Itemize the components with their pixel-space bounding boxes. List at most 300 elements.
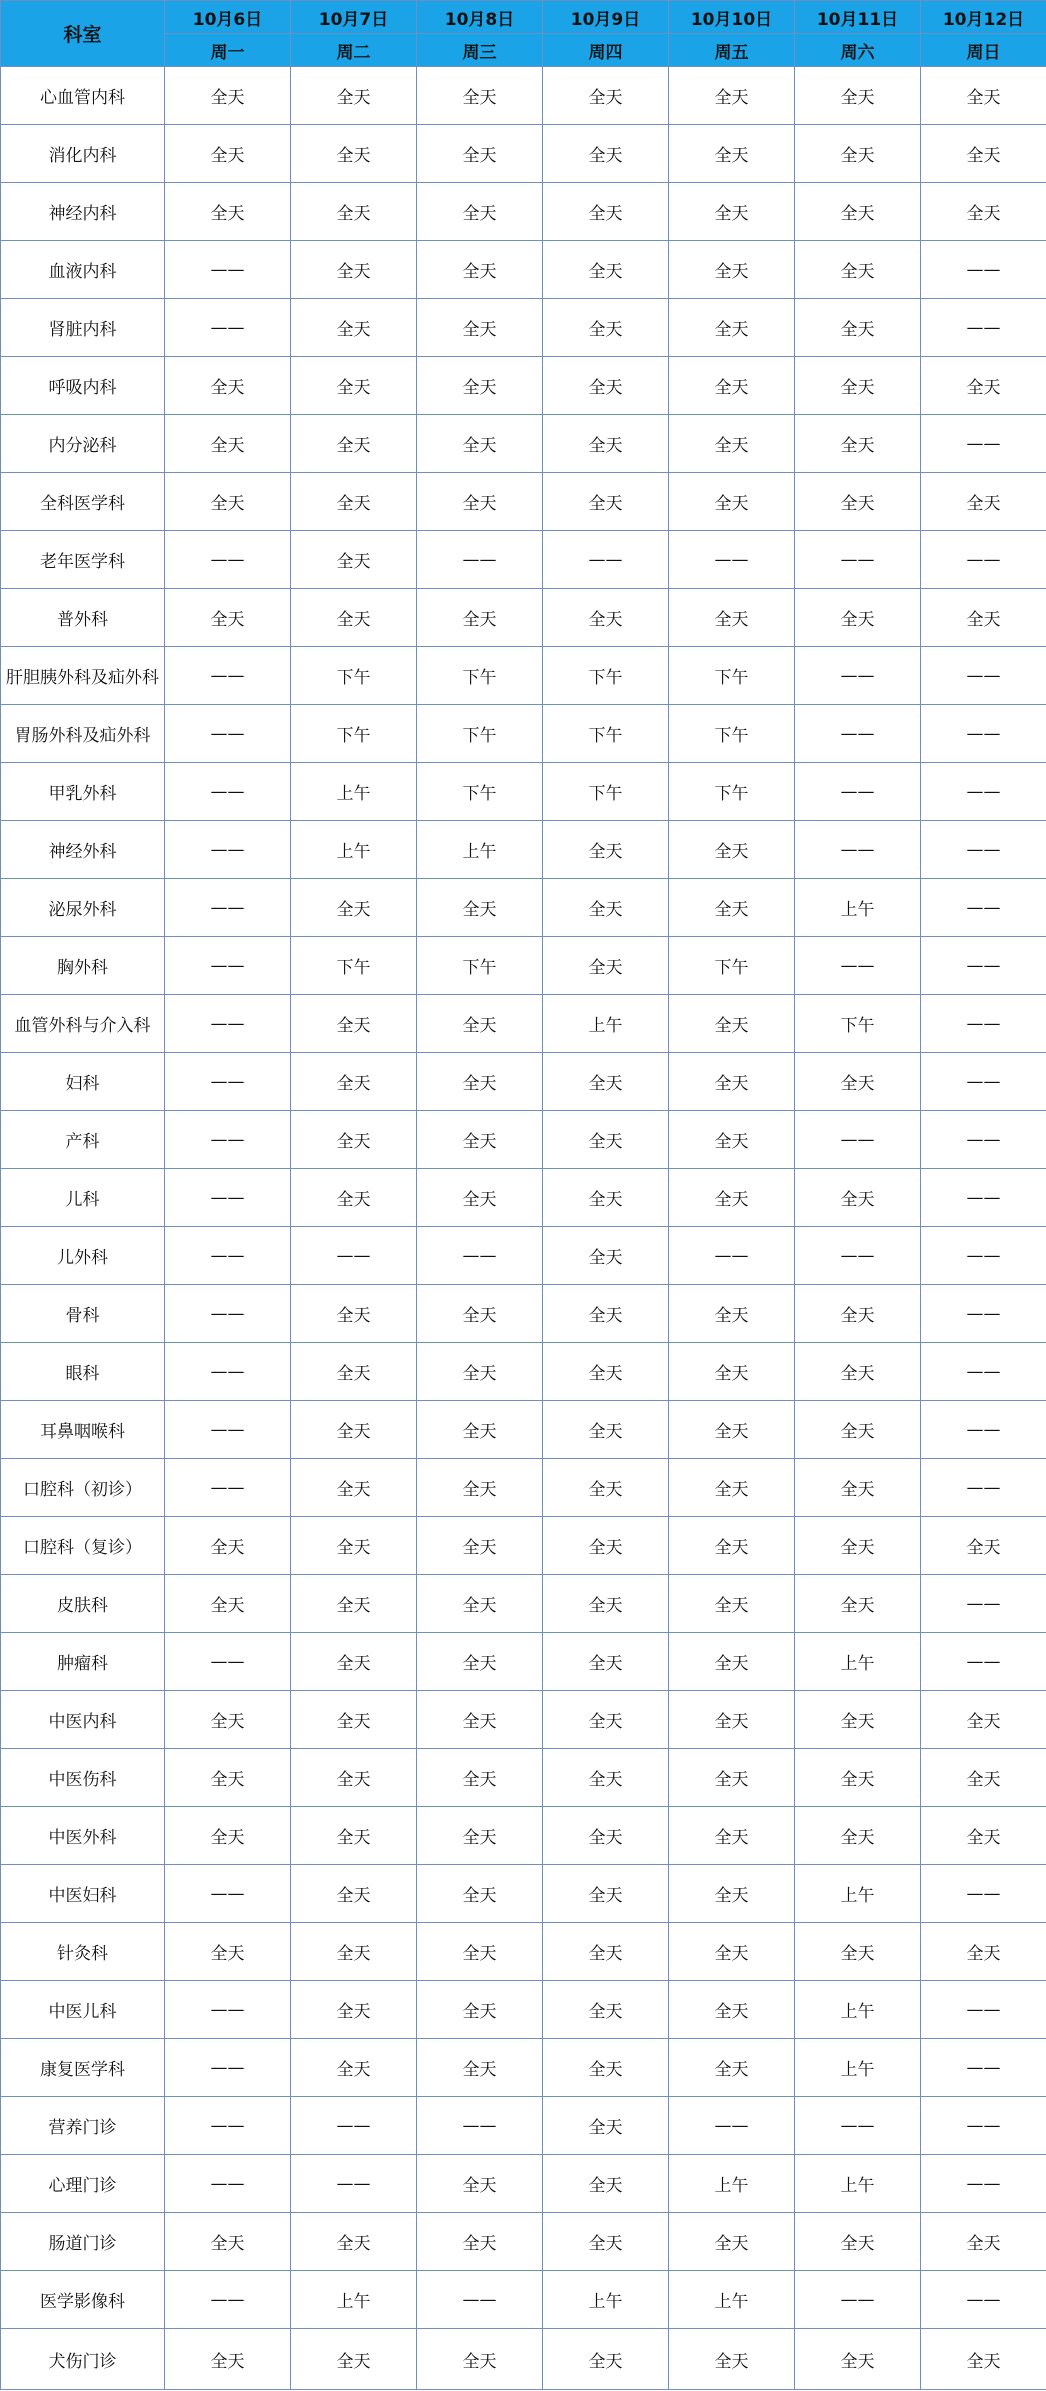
schedule-cell: 上午 (417, 821, 543, 879)
schedule-cell: —— (165, 1285, 291, 1343)
schedule-cell: 全天 (921, 1517, 1046, 1575)
schedule-cell: 全天 (543, 937, 669, 995)
schedule-cell: —— (795, 2097, 921, 2155)
table-row (1, 67, 1046, 125)
schedule-cell: 上午 (291, 2271, 417, 2329)
schedule-cell: 全天 (291, 1633, 417, 1691)
schedule-cell: 全天 (669, 1923, 795, 1981)
table-row (1, 1459, 1046, 1517)
table-row (1, 1575, 1046, 1633)
schedule-cell: 全天 (795, 67, 921, 125)
schedule-cell: —— (921, 995, 1046, 1053)
dept-name-cell: 心理门诊 (1, 2155, 165, 2213)
schedule-cell: —— (291, 2097, 417, 2155)
schedule-cell: 全天 (417, 125, 543, 183)
schedule-cell: 全天 (543, 2097, 669, 2155)
dept-name-cell: 中医儿科 (1, 1981, 165, 2039)
table-row (1, 1981, 1046, 2039)
weekday-header: 周五 (669, 34, 795, 67)
schedule-cell: 全天 (543, 1691, 669, 1749)
schedule-cell: —— (795, 763, 921, 821)
schedule-cell: —— (795, 531, 921, 589)
table-row (1, 415, 1046, 473)
schedule-cell: 全天 (165, 2213, 291, 2271)
dept-name-cell: 中医妇科 (1, 1865, 165, 1923)
dept-name-cell: 内分泌科 (1, 415, 165, 473)
schedule-cell: —— (795, 1227, 921, 1285)
dept-name-cell: 肠道门诊 (1, 2213, 165, 2271)
schedule-cell: 全天 (795, 1923, 921, 1981)
schedule-cell: 全天 (543, 879, 669, 937)
schedule-cell: 全天 (795, 1285, 921, 1343)
dept-name-cell: 胃肠外科及疝外科 (1, 705, 165, 763)
schedule-cell: —— (795, 821, 921, 879)
schedule-cell: 全天 (417, 1111, 543, 1169)
schedule-cell: 全天 (669, 299, 795, 357)
schedule-cell: 全天 (921, 2213, 1046, 2271)
schedule-cell: 全天 (543, 473, 669, 531)
schedule-cell: 全天 (795, 1807, 921, 1865)
table-row (1, 879, 1046, 937)
schedule-cell: 全天 (795, 2329, 921, 2390)
schedule-cell: 全天 (669, 2329, 795, 2390)
schedule-cell: —— (165, 995, 291, 1053)
table-row (1, 1111, 1046, 1169)
dept-name-cell: 中医内科 (1, 1691, 165, 1749)
schedule-cell: 全天 (165, 473, 291, 531)
dept-name-cell: 针灸科 (1, 1923, 165, 1981)
schedule-cell: —— (921, 2097, 1046, 2155)
schedule-cell: 上午 (795, 2155, 921, 2213)
schedule-cell: 全天 (543, 357, 669, 415)
schedule-cell: 全天 (669, 1633, 795, 1691)
schedule-cell: 全天 (669, 183, 795, 241)
schedule-cell: 下午 (669, 705, 795, 763)
schedule-cell: 全天 (921, 1807, 1046, 1865)
table-row (1, 1865, 1046, 1923)
schedule-cell: 下午 (543, 705, 669, 763)
schedule-cell: 全天 (291, 1575, 417, 1633)
schedule-cell: 全天 (795, 125, 921, 183)
dept-name-cell: 泌尿外科 (1, 879, 165, 937)
schedule-cell: —— (165, 2155, 291, 2213)
schedule-cell: 全天 (669, 1285, 795, 1343)
date-header: 10月9日 (543, 1, 669, 34)
table-row (1, 531, 1046, 589)
schedule-cell: —— (921, 879, 1046, 937)
schedule-cell: 全天 (417, 1865, 543, 1923)
schedule-cell: 全天 (669, 1401, 795, 1459)
schedule-cell: 全天 (795, 415, 921, 473)
schedule-cell: 全天 (417, 1691, 543, 1749)
dept-name-cell: 眼科 (1, 1343, 165, 1401)
schedule-cell: 全天 (795, 241, 921, 299)
table-row (1, 1401, 1046, 1459)
table-row (1, 1923, 1046, 1981)
schedule-cell: 全天 (291, 1169, 417, 1227)
schedule-cell: 全天 (795, 183, 921, 241)
schedule-cell: 全天 (543, 1169, 669, 1227)
schedule-cell: —— (165, 1343, 291, 1401)
schedule-cell: —— (921, 1169, 1046, 1227)
schedule-cell: —— (921, 705, 1046, 763)
schedule-cell: —— (669, 531, 795, 589)
schedule-cell: 全天 (417, 1575, 543, 1633)
table-row (1, 1169, 1046, 1227)
table-row (1, 241, 1046, 299)
dept-name-cell: 全科医学科 (1, 473, 165, 531)
schedule-cell: 全天 (291, 1343, 417, 1401)
schedule-cell: —— (165, 879, 291, 937)
dept-name-cell: 犬伤门诊 (1, 2329, 165, 2390)
schedule-cell: —— (921, 1285, 1046, 1343)
schedule-cell: —— (165, 763, 291, 821)
schedule-cell: —— (921, 1227, 1046, 1285)
schedule-cell: 全天 (921, 125, 1046, 183)
dept-name-cell: 儿外科 (1, 1227, 165, 1285)
schedule-cell: 全天 (669, 1053, 795, 1111)
schedule-cell: 全天 (165, 67, 291, 125)
table-row (1, 1053, 1046, 1111)
schedule-cell: 全天 (417, 589, 543, 647)
dept-name-cell: 肾脏内科 (1, 299, 165, 357)
table-row (1, 2329, 1046, 2390)
schedule-cell: —— (165, 2271, 291, 2329)
schedule-cell: 上午 (291, 763, 417, 821)
schedule-cell: 全天 (921, 589, 1046, 647)
schedule-cell: 全天 (795, 1459, 921, 1517)
dept-name-cell: 肝胆胰外科及疝外科 (1, 647, 165, 705)
schedule-cell: 全天 (417, 2213, 543, 2271)
dept-name-cell: 老年医学科 (1, 531, 165, 589)
dept-name-cell: 神经内科 (1, 183, 165, 241)
schedule-cell: 全天 (165, 589, 291, 647)
schedule-cell: 全天 (669, 1575, 795, 1633)
schedule-cell: 全天 (291, 357, 417, 415)
dept-name-cell: 中医外科 (1, 1807, 165, 1865)
schedule-cell: 全天 (417, 1749, 543, 1807)
schedule-cell: 全天 (543, 1401, 669, 1459)
schedule-cell: —— (165, 1865, 291, 1923)
schedule-cell: 下午 (669, 937, 795, 995)
table-row (1, 995, 1046, 1053)
weekday-header: 周一 (165, 34, 291, 67)
schedule-cell: —— (921, 531, 1046, 589)
schedule-cell: 全天 (669, 2039, 795, 2097)
schedule-cell: 全天 (291, 1517, 417, 1575)
dept-name-cell: 皮肤科 (1, 1575, 165, 1633)
schedule-cell: —— (291, 2155, 417, 2213)
schedule-cell: 全天 (291, 1691, 417, 1749)
schedule-cell: 全天 (543, 299, 669, 357)
schedule-cell: 全天 (417, 415, 543, 473)
schedule-cell: —— (921, 1575, 1046, 1633)
schedule-cell: 全天 (291, 1111, 417, 1169)
dept-name-cell: 甲乳外科 (1, 763, 165, 821)
schedule-cell: 全天 (165, 1691, 291, 1749)
schedule-cell: 全天 (291, 1807, 417, 1865)
schedule-cell: —— (921, 2155, 1046, 2213)
schedule-cell: 全天 (921, 67, 1046, 125)
schedule-cell: 全天 (165, 1749, 291, 1807)
weekday-header: 周二 (291, 34, 417, 67)
dept-name-cell: 神经外科 (1, 821, 165, 879)
table-row (1, 589, 1046, 647)
schedule-cell: 全天 (543, 241, 669, 299)
weekday-header: 周六 (795, 34, 921, 67)
schedule-cell: —— (165, 1401, 291, 1459)
dept-name-cell: 骨科 (1, 1285, 165, 1343)
schedule-cell: 全天 (417, 1923, 543, 1981)
schedule-cell: 全天 (669, 125, 795, 183)
schedule-cell: —— (795, 647, 921, 705)
schedule-cell: 全天 (165, 125, 291, 183)
schedule-cell: —— (921, 241, 1046, 299)
schedule-cell: 全天 (165, 1807, 291, 1865)
schedule-cell: —— (921, 299, 1046, 357)
table-row (1, 2097, 1046, 2155)
schedule-cell: 全天 (417, 2039, 543, 2097)
schedule-cell: 全天 (417, 357, 543, 415)
schedule-cell: 全天 (669, 589, 795, 647)
schedule-cell: 全天 (795, 589, 921, 647)
schedule-cell: 全天 (291, 1923, 417, 1981)
schedule-cell: 全天 (417, 1053, 543, 1111)
schedule-cell: —— (165, 241, 291, 299)
date-header: 10月6日 (165, 1, 291, 34)
table-row (1, 183, 1046, 241)
schedule-cell: —— (795, 1111, 921, 1169)
table-row (1, 299, 1046, 357)
schedule-cell: 全天 (291, 1459, 417, 1517)
schedule-cell: 全天 (417, 1285, 543, 1343)
schedule-cell: 上午 (669, 2271, 795, 2329)
schedule-cell: 全天 (543, 1981, 669, 2039)
schedule-cell: —— (921, 1111, 1046, 1169)
schedule-cell: 全天 (417, 1169, 543, 1227)
schedule-cell: —— (165, 1981, 291, 2039)
table-row (1, 821, 1046, 879)
schedule-cell: —— (921, 2271, 1046, 2329)
schedule-cell: 全天 (291, 415, 417, 473)
schedule-cell: 全天 (795, 1343, 921, 1401)
schedule-cell: 全天 (291, 2329, 417, 2390)
schedule-cell: 全天 (291, 1053, 417, 1111)
schedule-cell: 全天 (543, 2213, 669, 2271)
table-row (1, 2213, 1046, 2271)
schedule-cell: —— (921, 1633, 1046, 1691)
table-row (1, 1227, 1046, 1285)
schedule-cell: 全天 (921, 183, 1046, 241)
schedule-cell: 全天 (921, 1923, 1046, 1981)
schedule-cell: 全天 (291, 67, 417, 125)
table-row (1, 2155, 1046, 2213)
table-row (1, 763, 1046, 821)
schedule-cell: 全天 (165, 1517, 291, 1575)
schedule-cell: 全天 (543, 2155, 669, 2213)
table-row (1, 2271, 1046, 2329)
schedule-cell: 全天 (669, 2213, 795, 2271)
table-row (1, 1285, 1046, 1343)
schedule-cell: 全天 (417, 473, 543, 531)
schedule-cell: 全天 (291, 2213, 417, 2271)
schedule-cell: 全天 (543, 415, 669, 473)
schedule-cell: 全天 (417, 241, 543, 299)
schedule-cell: 全天 (417, 183, 543, 241)
schedule-cell: 全天 (543, 1865, 669, 1923)
schedule-cell: 上午 (543, 995, 669, 1053)
schedule-cell: 全天 (669, 415, 795, 473)
schedule-cell: —— (165, 2097, 291, 2155)
dept-name-cell: 胸外科 (1, 937, 165, 995)
weekday-header: 周四 (543, 34, 669, 67)
dept-name-cell: 儿科 (1, 1169, 165, 1227)
schedule-cell: —— (921, 415, 1046, 473)
schedule-cell: —— (165, 2039, 291, 2097)
schedule-cell: 全天 (669, 995, 795, 1053)
dept-name-cell: 消化内科 (1, 125, 165, 183)
schedule-cell: 下午 (669, 647, 795, 705)
schedule-cell: 全天 (543, 1749, 669, 1807)
schedule-cell: 全天 (543, 589, 669, 647)
schedule-cell: 全天 (165, 357, 291, 415)
schedule-cell: 全天 (543, 125, 669, 183)
dept-name-cell: 康复医学科 (1, 2039, 165, 2097)
table-row (1, 1633, 1046, 1691)
table-row (1, 1749, 1046, 1807)
schedule-cell: 上午 (795, 1981, 921, 2039)
schedule-cell: 全天 (669, 1111, 795, 1169)
schedule-cell: 全天 (291, 473, 417, 531)
dept-name-cell: 心血管内科 (1, 67, 165, 125)
schedule-cell: 上午 (795, 879, 921, 937)
schedule-cell: —— (417, 2271, 543, 2329)
schedule-cell: 下午 (669, 763, 795, 821)
dept-name-cell: 呼吸内科 (1, 357, 165, 415)
schedule-cell: 全天 (291, 1285, 417, 1343)
schedule-cell: —— (417, 531, 543, 589)
date-header-row (1, 1, 1046, 34)
schedule-cell: 全天 (795, 1575, 921, 1633)
schedule-cell: —— (795, 2271, 921, 2329)
schedule-cell: 全天 (165, 415, 291, 473)
schedule-cell: 全天 (921, 473, 1046, 531)
schedule-cell: —— (165, 1169, 291, 1227)
schedule-cell: 全天 (291, 2039, 417, 2097)
schedule-cell: 全天 (417, 2329, 543, 2390)
schedule-cell: 全天 (795, 473, 921, 531)
schedule-cell: 下午 (417, 937, 543, 995)
schedule-cell: 全天 (795, 299, 921, 357)
table-row (1, 1517, 1046, 1575)
schedule-cell: 全天 (417, 2155, 543, 2213)
date-header: 10月10日 (669, 1, 795, 34)
schedule-cell: 全天 (543, 1807, 669, 1865)
date-header: 10月7日 (291, 1, 417, 34)
schedule-cell: —— (165, 1459, 291, 1517)
dept-name-cell: 耳鼻咽喉科 (1, 1401, 165, 1459)
schedule-cell: 全天 (921, 1691, 1046, 1749)
table-row (1, 357, 1046, 415)
schedule-cell: 全天 (417, 1633, 543, 1691)
schedule-cell: —— (795, 937, 921, 995)
schedule-cell: 全天 (291, 299, 417, 357)
schedule-cell: 全天 (669, 1169, 795, 1227)
schedule-cell: —— (165, 1633, 291, 1691)
schedule-cell: —— (165, 821, 291, 879)
schedule-cell: 下午 (417, 705, 543, 763)
table-row (1, 1691, 1046, 1749)
schedule-cell: 下午 (795, 995, 921, 1053)
schedule-cell: —— (165, 299, 291, 357)
dept-name-cell: 口腔科（复诊） (1, 1517, 165, 1575)
schedule-cell: —— (921, 1865, 1046, 1923)
schedule-cell: 下午 (543, 647, 669, 705)
dept-column-header: 科室 (1, 1, 165, 67)
table-row (1, 705, 1046, 763)
schedule-cell: —— (921, 1401, 1046, 1459)
schedule-cell: 全天 (543, 1575, 669, 1633)
schedule-cell: 全天 (795, 1169, 921, 1227)
schedule-cell: —— (921, 763, 1046, 821)
schedule-cell: 全天 (417, 299, 543, 357)
schedule-cell: 下午 (543, 763, 669, 821)
table-body (1, 67, 1046, 2390)
schedule-cell: —— (165, 1053, 291, 1111)
dept-name-cell: 肿瘤科 (1, 1633, 165, 1691)
schedule-cell: —— (417, 2097, 543, 2155)
schedule-cell: 全天 (417, 1517, 543, 1575)
schedule-cell: 全天 (543, 2329, 669, 2390)
schedule-cell: 下午 (417, 763, 543, 821)
table-row (1, 937, 1046, 995)
schedule-cell: 全天 (165, 1575, 291, 1633)
schedule-cell: 全天 (417, 67, 543, 125)
schedule-cell: 全天 (543, 1227, 669, 1285)
date-header: 10月11日 (795, 1, 921, 34)
schedule-cell: —— (417, 1227, 543, 1285)
schedule-cell: 全天 (669, 473, 795, 531)
schedule-cell: 全天 (417, 1459, 543, 1517)
schedule-cell: 全天 (795, 357, 921, 415)
schedule-cell: —— (165, 531, 291, 589)
schedule-cell: 全天 (543, 1285, 669, 1343)
schedule-cell: 下午 (291, 647, 417, 705)
schedule-cell: 下午 (291, 937, 417, 995)
schedule-cell: 全天 (291, 879, 417, 937)
date-header: 10月8日 (417, 1, 543, 34)
weekday-header: 周日 (921, 34, 1046, 67)
schedule-cell: 全天 (291, 1401, 417, 1459)
schedule-cell: 全天 (543, 821, 669, 879)
table-row (1, 473, 1046, 531)
schedule-cell: 上午 (291, 821, 417, 879)
schedule-cell: 全天 (543, 1053, 669, 1111)
table-row (1, 125, 1046, 183)
schedule-cell: 全天 (291, 589, 417, 647)
schedule-cell: 全天 (795, 1053, 921, 1111)
schedule-cell: 下午 (417, 647, 543, 705)
schedule-cell: 全天 (669, 1343, 795, 1401)
schedule-cell: 全天 (795, 2213, 921, 2271)
schedule-cell: 全天 (669, 1459, 795, 1517)
schedule-cell: —— (669, 2097, 795, 2155)
dept-name-cell: 医学影像科 (1, 2271, 165, 2329)
dept-name-cell: 普外科 (1, 589, 165, 647)
schedule-cell: 下午 (291, 705, 417, 763)
schedule-cell: 全天 (165, 1923, 291, 1981)
schedule-cell: —— (543, 531, 669, 589)
